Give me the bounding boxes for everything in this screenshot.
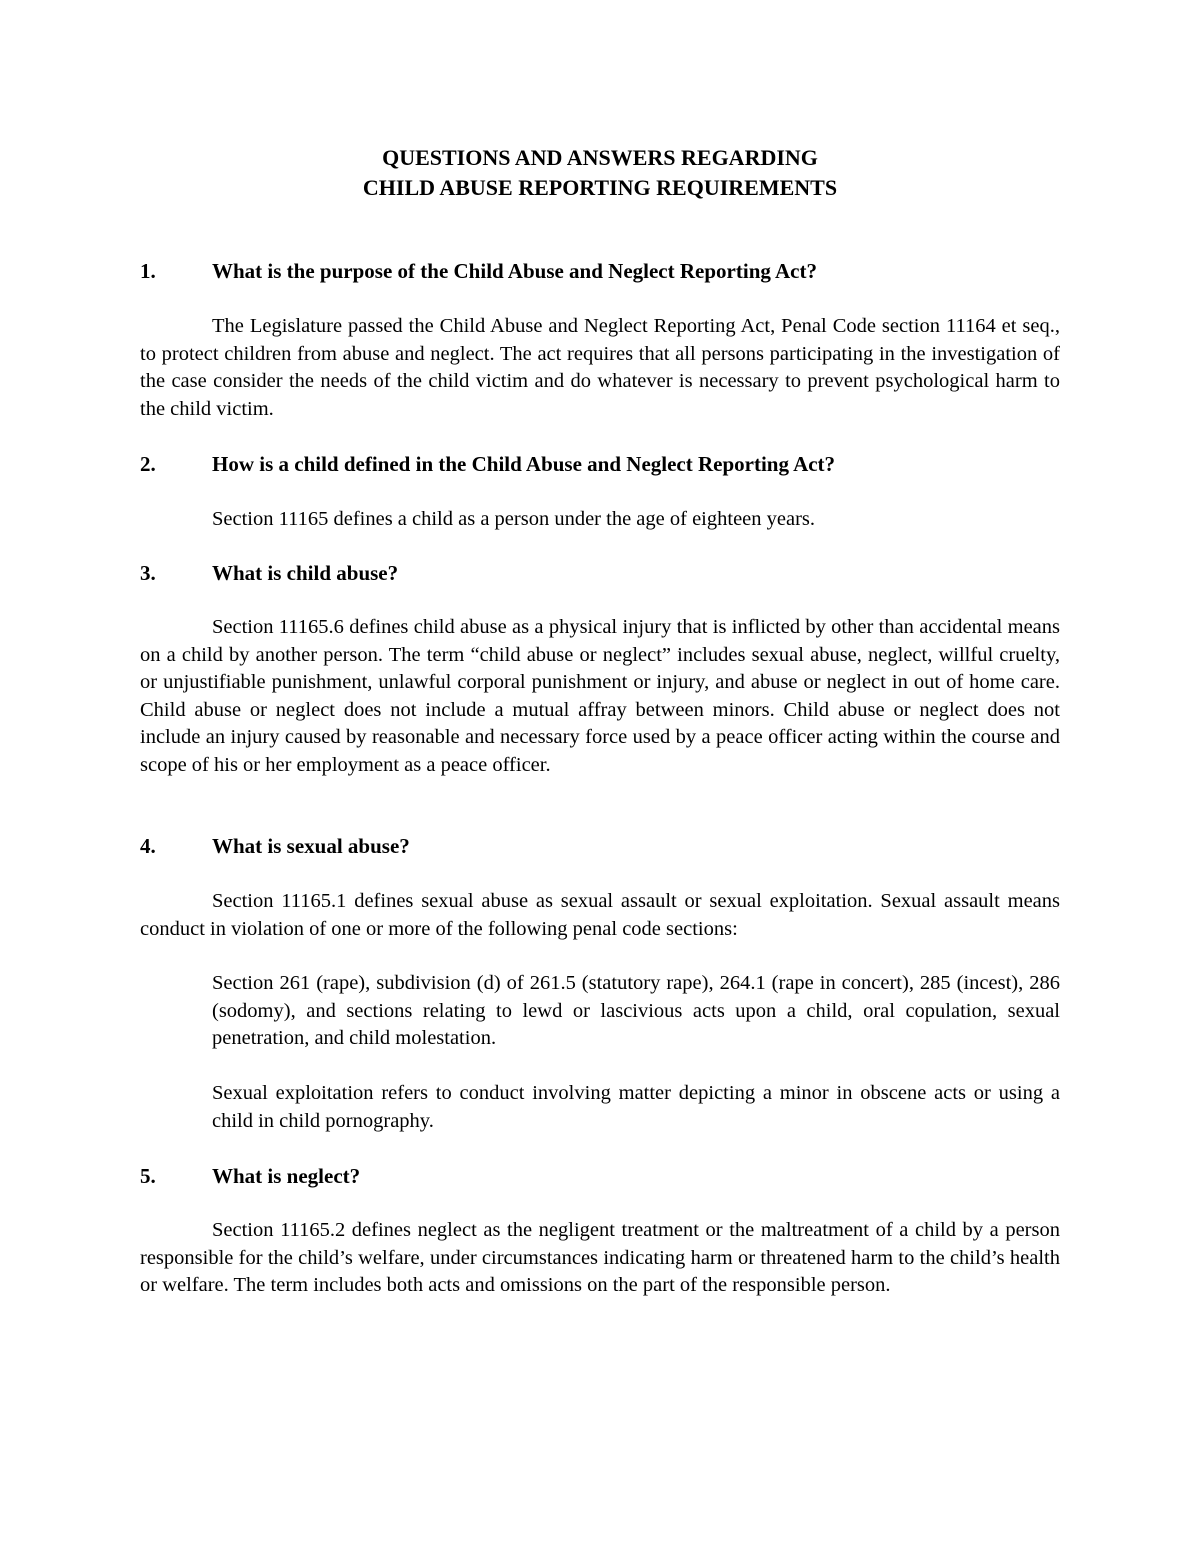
question-text: How is a child defined in the Child Abuse and Neglect Reporting Act? <box>212 452 836 476</box>
question-text: What is child abuse? <box>212 561 399 585</box>
answer-5-paragraph: Section 11165.2 defines neglect as the negligent treatment or the maltreatment of a child by a person responsible for the child’s welfare, under circumstances indicating harm or threatened harm to the child’s health or welfare. The term includes both acts and omissions on the part of the responsible person. <box>140 1219 1060 1297</box>
question-text: What is the purpose of the Child Abuse and Neglect Reporting Act? <box>212 259 817 283</box>
answer-1-paragraph: The Legislature passed the Child Abuse and Neglect Reporting Act, Penal Code section 11164 et seq., to protect children from abuse and neglect. The act requires that all persons participating in the investigation of the case consider the needs of the child victim and do whatever is necessary to prevent psychological harm to the child victim. <box>140 315 1060 420</box>
question-text: What is neglect? <box>212 1164 361 1188</box>
question-number: 5. <box>140 1164 156 1188</box>
answer-4-penal-code-list: Section 261 (rape), subdivision (d) of 261.5 (statutory rape), 264.1 (rape in concert), 285 (incest), 286 (sodomy), and sections relating to lewd or lascivious acts upon a child, oral copulation, sexual penetration, and child molestation. <box>212 972 1060 1050</box>
question-number: 1. <box>140 259 156 283</box>
answer-2-paragraph: Section 11165 defines a child as a person under the age of eighteen years. <box>212 508 816 530</box>
document-title-line-2: CHILD ABUSE REPORTING REQUIREMENTS <box>362 175 838 200</box>
question-text: What is sexual abuse? <box>212 834 410 858</box>
question-number: 3. <box>140 561 156 585</box>
answer-4-paragraph: Section 11165.1 defines sexual abuse as sexual assault or sexual exploitation. Sexual assault means conduct in violation of one or more of the following penal code sections: <box>140 890 1060 940</box>
answer-3-paragraph: Section 11165.6 defines child abuse as a physical injury that is inflicted by other than accidental means on a child by another person. The term “child abuse or neglect” includes sexual abuse, neglect, willful cruelty, or unjustifiable punishment, unlawful corporal punishment or injury, and abuse or neglect in out of home care. Child abuse or neglect does not include a mutual affray between minors. Child abuse or neglect does not include an injury caused by reasonable and necessary force used by a peace officer acting within the course and scope of his or her employment as a peace officer. <box>140 616 1060 776</box>
document-title-line-1: QUESTIONS AND ANSWERS REGARDING <box>382 145 818 170</box>
question-number: 4. <box>140 834 156 858</box>
answer-4-exploitation-note: Sexual exploitation refers to conduct involving matter depicting a minor in obscene acts or using a child in child pornography. <box>212 1082 1060 1132</box>
question-number: 2. <box>140 452 156 476</box>
